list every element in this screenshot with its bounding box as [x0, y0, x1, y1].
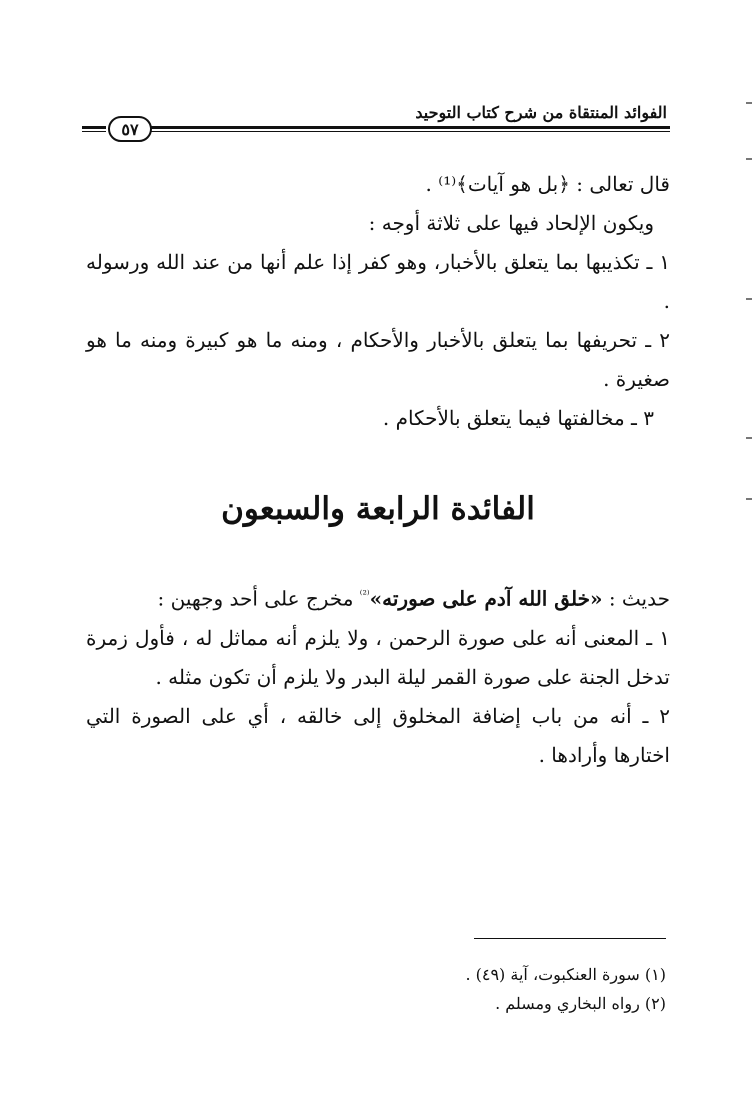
footnote: (٢) رواه البخاري ومسلم . [495, 994, 666, 1013]
list-item: ٢ ـ تحريفها بما يتعلق بالأخبار والأحكام ، ومنه ما هو كبيرة ومنه ما هو صغيرة . [86, 328, 670, 391]
hadith-intro-suffix: مخرج على أحد وجهين : [157, 586, 360, 611]
section-heading: الفائدة الرابعة والسبعون [221, 491, 535, 527]
hadith-intro [86, 575, 670, 619]
footnote-ref: ⁽²⁾ [359, 588, 370, 601]
page-number: ٥٧ [121, 119, 139, 139]
list-item: ٣ ـ مخالفتها فيما يتعلق بالأحكام . [382, 406, 654, 430]
scan-edge-mark [746, 437, 752, 439]
footnote: (١) سورة العنكبوت، آية (٤٩) . [465, 965, 666, 984]
scan-edge-mark [746, 158, 752, 160]
footnotes [266, 960, 666, 1018]
running-title: الفوائد المنتقاة من شرح كتاب التوحيد [415, 103, 667, 122]
verse-line: قال تعالى : ﴿بل هو آيات﴾⁽¹⁾ . [425, 172, 670, 196]
list-item: ١ ـ المعنى أنه على صورة الرحمن ، ولا يلزم أنه مماثل له ، فأول زمرة تدخل الجنة على صورة القمر ليلة البدر ولا يلزم أن تكون مثله . [86, 625, 670, 689]
footnote-rule [474, 938, 666, 939]
scan-edge-mark [746, 498, 752, 500]
list-item: ١ ـ تكذيبها بما يتعلق بالأخبار، وهو كفر إذا علم أنها من عند الله ورسوله . [86, 250, 670, 313]
list-item: ٢ ـ أنه من باب إضافة المخلوق إلى خالقه ، أي على الصورة التي اختارها وأرادها . [86, 703, 670, 767]
intro-line: ويكون الإلحاد فيها على ثلاثة أوجه : [368, 211, 654, 235]
header-rule-end [82, 126, 106, 132]
section-body [86, 575, 670, 775]
top-section [86, 165, 670, 438]
hadith-text: «خلق الله آدم على صورته» [369, 586, 603, 611]
hadith-intro-prefix: حديث : [602, 586, 670, 611]
page-number-badge [108, 116, 152, 142]
header-rule [150, 126, 670, 132]
scan-edge-mark [746, 102, 752, 104]
scan-edge-mark [746, 298, 752, 300]
